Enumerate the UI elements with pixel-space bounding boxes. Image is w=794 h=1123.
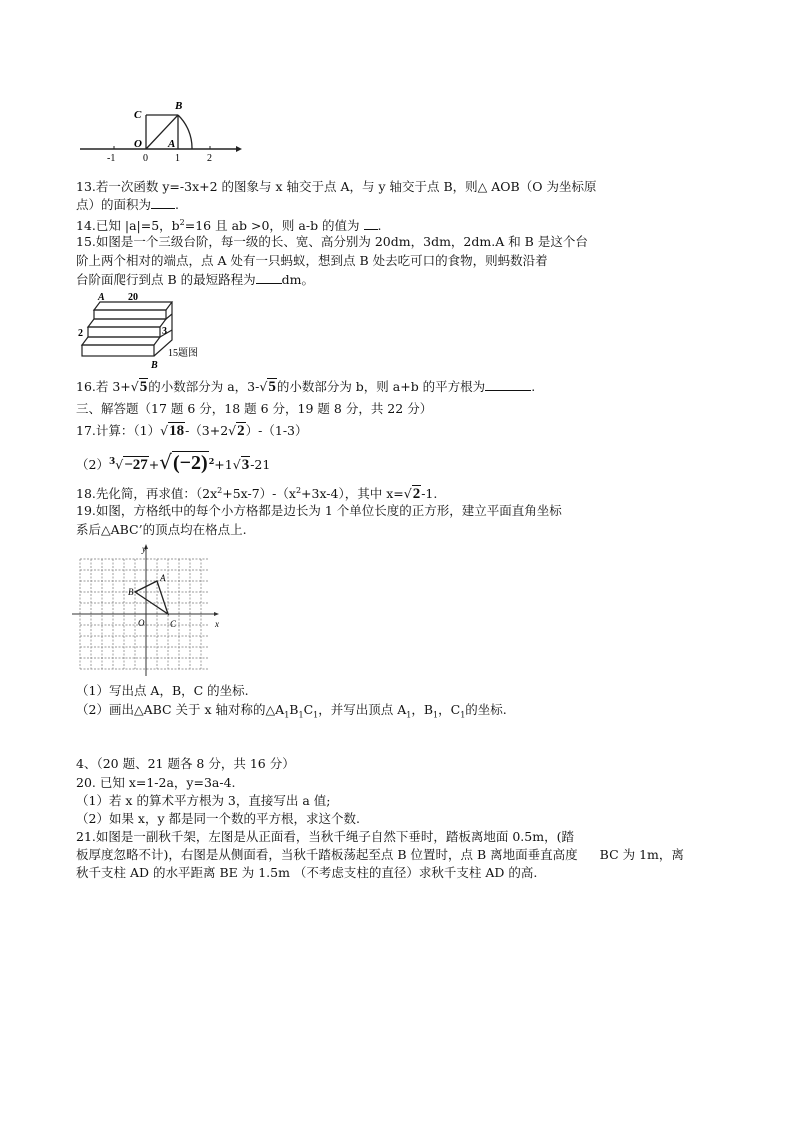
question-21-line-2 (76, 846, 684, 863)
q19-sub2-text: （2）画出△ABC 关于 x 轴对称的△A (76, 702, 285, 717)
number-line-figure (76, 95, 246, 165)
exponent: 2 (208, 456, 215, 466)
question-13-line-1: 13.若一次函数 y=-3x+2 的图象与 x 轴交于点 A，与 y 轴交于点 B，则△ AOB（O 为坐标原 (76, 179, 597, 194)
q13-text: 点）的面积为 (76, 197, 152, 212)
question-20: 20. 已知 x=1-2a，y=3a-4. (76, 775, 236, 790)
tick-label: -1 (107, 153, 116, 164)
stairs-figure (76, 290, 216, 370)
plus-sign: + (148, 457, 160, 473)
q17-text-3: ）-（1-3） (245, 423, 308, 438)
radicand: 3 (241, 457, 250, 474)
sqrt-icon: √ (232, 457, 241, 473)
tick-label: 1 (175, 153, 180, 164)
question-19-sub-2 (76, 701, 507, 724)
figure-caption: 15题图 (168, 348, 198, 359)
q21-text-2: BC 为 1m，离 (599, 847, 684, 862)
subscript: 1 (460, 710, 466, 720)
q16-period: . (531, 379, 536, 394)
q15-unit: dm。 (281, 272, 314, 287)
q19-sub2-b: B (289, 702, 299, 717)
question-17-part-2 (76, 448, 270, 478)
exponent: 2 (217, 486, 223, 495)
sqrt-icon: √ (403, 486, 412, 502)
q17-text-5: -21 (250, 457, 271, 473)
radicand: 2 (237, 423, 245, 439)
exponent: 2 (295, 486, 302, 495)
sqrt-icon: √ (160, 423, 169, 438)
label-b: B (175, 100, 183, 112)
q14-text-2: =16 且 ab >0，则 a-b 的值为 (184, 218, 364, 234)
q18-text-4: -1. (421, 486, 438, 502)
q16-text: 16.若 3+ (76, 379, 131, 394)
label-c: C (134, 109, 142, 121)
sqrt-icon: √ (159, 450, 172, 475)
question-19-line-2: 系后△ABC’的顶点均在格点上. (76, 522, 247, 537)
question-19-line-1: 19.如图，方格纸中的每个小方格都是边长为 1 个单位长度的正方形，建立平面直角坐标 (76, 503, 562, 518)
radicand: 2 (412, 486, 421, 503)
axis-label-x: x (215, 619, 219, 629)
question-16 (76, 378, 535, 396)
radicand: 5 (139, 379, 148, 395)
answer-blank[interactable] (485, 379, 531, 391)
answer-blank[interactable] (256, 272, 282, 284)
q21-text: 板厚度忽略不计)，右图是从侧面看，当秋千踏板荡起至点 B 位置时，点 B 离地面垂直高度 (76, 847, 578, 862)
q17-text-4: +1 (214, 457, 233, 473)
q17-part2-label: （2） (76, 457, 109, 473)
q19-sub2-g: 的坐标. (465, 702, 507, 717)
vertex-label-c: C (170, 619, 177, 629)
subscript: 1 (406, 710, 412, 720)
stairs-diagram (76, 290, 216, 370)
label-a: A (98, 292, 105, 303)
number-line-diagram (76, 95, 246, 165)
tick-label: 2 (207, 153, 212, 164)
sqrt-icon: √ (259, 379, 268, 394)
vertex-label-b: B (128, 587, 134, 597)
answer-blank[interactable] (364, 218, 378, 230)
q18-text: 18.先化简，再求值：（2x (76, 486, 218, 502)
coordinate-grid-diagram (72, 543, 222, 678)
label-o: O (134, 138, 142, 150)
question-15-line-3 (76, 271, 314, 288)
q14-text: 14.已知 |a|=5，b (76, 218, 180, 234)
subscript: 1 (433, 710, 439, 720)
answer-blank[interactable] (151, 197, 175, 209)
radicand: −27 (124, 457, 148, 474)
section-4-heading: 4、（20 题、21 题各 8 分，共 16 分） (76, 756, 295, 771)
question-21-line-3: 秋千支柱 AD 的水平距离 BE 为 1.5m （不考虑支柱的直径）求秋千支柱 AD 的高. (76, 865, 538, 880)
q19-sub2-c: C (303, 702, 314, 717)
axis-label-y: y (142, 544, 146, 554)
q16-text-2: 的小数部分为 a，3- (148, 379, 260, 394)
question-13-line-2 (76, 196, 179, 213)
question-20-sub-2: （2）如果 x，y 都是同一个数的平方根，求这个数. (76, 811, 360, 826)
subscript: 1 (284, 710, 290, 720)
origin-label: O (138, 618, 145, 628)
label-b: B (151, 360, 158, 370)
question-19-sub-1: （1）写出点 A，B，C 的坐标. (76, 683, 249, 698)
q14-exponent: 2 (179, 218, 185, 227)
radicand: 18 (169, 423, 185, 439)
question-17-part-1 (76, 422, 308, 440)
q19-sub2-f: ，C (438, 702, 461, 717)
radicand: 5 (268, 379, 276, 395)
q15-text: 台阶面爬行到点 B 的最短路程为 (76, 272, 256, 287)
coordinate-grid-figure (72, 543, 222, 678)
q19-sub2-d: ，并写出顶点 A (318, 702, 407, 717)
q17-text: 17.计算：（1） (76, 423, 161, 438)
q19-sub2-e: ，B (411, 702, 434, 717)
label-a: A (168, 138, 176, 150)
radicand: (−2) (172, 452, 208, 475)
tick-label: 0 (143, 153, 148, 164)
label-height: 2 (78, 328, 83, 339)
vertex-label-a: A (160, 573, 166, 583)
q18-text-2: +5x-7）-（x (222, 486, 296, 502)
question-15-line-2: 阶上两个相对的端点，点 A 处有一只蚂蚁，想到点 B 处去吃可口的食物，则蚂数沿着 (76, 253, 548, 268)
q17-text-2: -（3+2 (185, 423, 229, 438)
question-21-line-1: 21.如图是一副秋千架，左图是从正面看，当秋千绳子自然下垂时，踏板离地面 0.5m，(踏 (76, 829, 574, 844)
q14-period: . (377, 218, 382, 234)
question-18 (76, 482, 437, 503)
q18-text-3: +3x-4），其中 x= (301, 486, 404, 502)
cube-root-index: 3 (108, 457, 116, 467)
section-3-heading: 三、解答题（17 题 6 分，18 题 6 分，19 题 8 分，共 22 分） (76, 401, 433, 416)
subscript: 1 (313, 710, 319, 720)
label-width: 3 (162, 326, 167, 337)
label-length: 20 (128, 292, 138, 303)
subscript: 1 (298, 710, 304, 720)
q16-text-3: 的小数部分为 b，则 a+b 的平方根为 (276, 379, 486, 394)
sqrt-icon: √ (228, 423, 237, 438)
question-20-sub-1: （1）若 x 的算术平方根为 3，直接写出 a 值; (76, 793, 331, 808)
cube-root-icon: √ (115, 457, 124, 473)
question-15-line-1: 15.如图是一个三级台阶，每一级的长、宽、高分别为 20dm，3dm，2dm.A 和 B 是这个台 (76, 234, 588, 249)
sqrt-icon: √ (130, 379, 139, 394)
q13-period: . (175, 197, 179, 212)
question-14 (76, 214, 382, 234)
